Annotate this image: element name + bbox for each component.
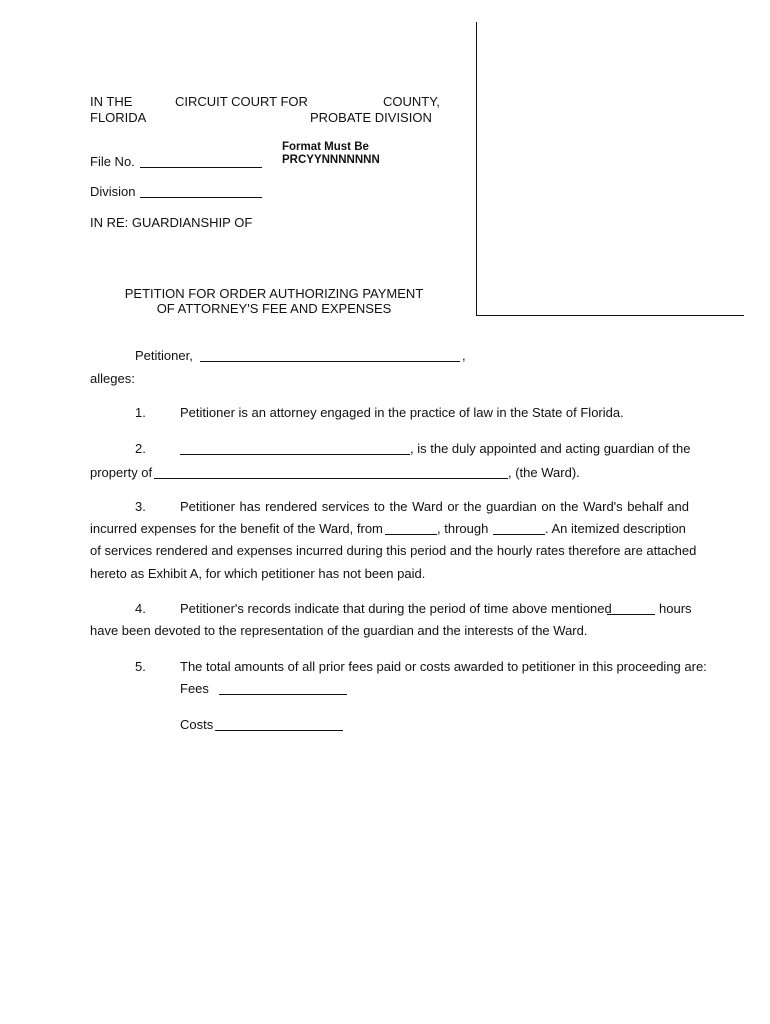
file-no-field[interactable] [140,167,262,168]
in-re-guardianship: IN RE: GUARDIANSHIP OF [90,215,253,230]
document-title-line2: OF ATTORNEY'S FEE AND EXPENSES [156,301,392,316]
para3-line2-b: , through [437,521,489,536]
petitioner-comma: , [462,348,466,363]
para3-line4: hereto as Exhibit A, for which petitioner has not been paid. [90,566,426,581]
para4-line2: have been devoted to the representation of the guardian and the interests of the Ward. [90,623,588,638]
from-date-field[interactable] [385,534,437,535]
caption-probate-division: PROBATE DIVISION [310,110,432,125]
para3-line3: of services rendered and expenses incurred during this period and the hourly rates therefore are attached [90,543,697,558]
ward-name-field[interactable] [154,478,508,479]
para1-number: 1. [135,405,146,420]
document-title-line1: PETITION FOR ORDER AUTHORIZING PAYMENT [124,286,424,301]
format-note-line1: Format Must Be [282,141,369,153]
caption-in-the: IN THE [90,94,133,109]
property-of-label: property of [90,465,153,480]
para4-line1: Petitioner's records indicate that during the period of time above mentioned [180,601,612,616]
through-date-field[interactable] [493,534,545,535]
caption-county: COUNTY, [383,94,440,109]
para4-number: 4. [135,601,146,616]
para3-line2-a: incurred expenses for the benefit of the Ward, from [90,521,383,536]
costs-label: Costs [180,717,214,732]
stamp-box-left-border [476,22,477,316]
para3-line1: Petitioner has rendered services to the Ward or the guardian on the Ward's behalf and [180,499,689,514]
para1-text: Petitioner is an attorney engaged in the practice of law in the State of Florida. [180,405,624,420]
guardian-name-field[interactable] [180,454,410,455]
hours-field[interactable] [607,614,655,615]
hours-label: hours [659,601,692,616]
fees-field[interactable] [219,694,347,695]
para2-number: 2. [135,441,146,456]
file-no-label: File No. [90,154,135,169]
format-note-line2: PRCYYNNNNNNN [282,154,380,166]
division-label: Division [90,184,136,199]
alleges-label: alleges: [90,371,135,386]
para2-text-a: , is the duly appointed and acting guardian of the [410,441,691,456]
para5-text: The total amounts of all prior fees paid or costs awarded to petitioner in this proceeding are: [180,659,707,674]
caption-circuit-court-for: CIRCUIT COURT FOR [175,94,308,109]
para5-number: 5. [135,659,146,674]
para3-number: 3. [135,499,146,514]
para3-line2-c: . An itemized description [545,521,686,536]
para2-text-b: , (the Ward). [508,465,580,480]
division-field[interactable] [140,197,262,198]
petitioner-label: Petitioner, [135,348,193,363]
caption-florida: FLORIDA [90,110,147,125]
costs-field[interactable] [215,730,343,731]
petitioner-name-field[interactable] [200,361,460,362]
fees-label: Fees [180,681,209,696]
